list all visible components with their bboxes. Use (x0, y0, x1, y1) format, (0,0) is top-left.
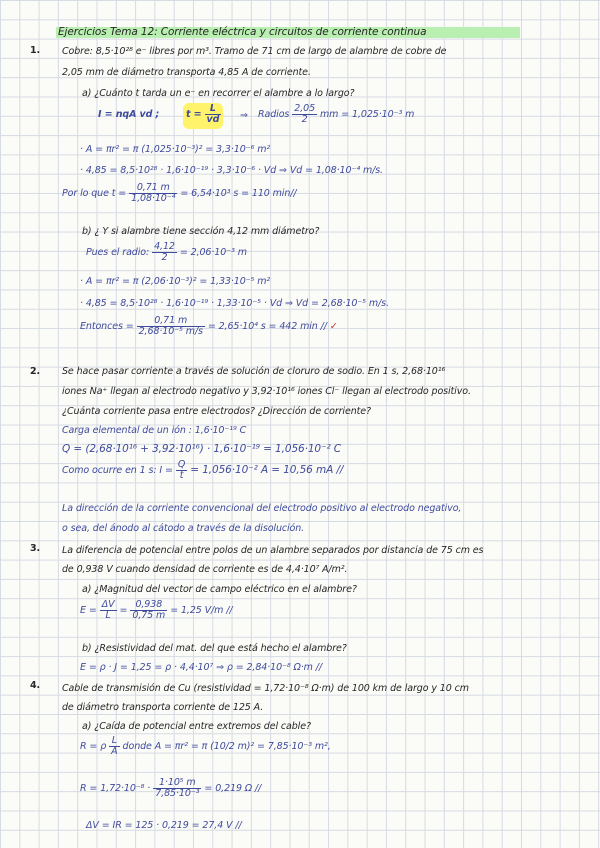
problem-3-question-a: a) ¿Magnitud del vector de campo eléctrico en el alambre? (82, 584, 357, 595)
radius-b: Pues el radio: $\frac{4,12}{2}$ = 2,06·10⁻³ m (86, 241, 247, 263)
problem-1-question-b: b) ¿ Y si alambre tiene sección 4,12 mm diámetro? (82, 226, 320, 237)
time-result: Por lo que t = $\frac{0,71 m}{\text{1,08·10⁻⁴}}$ = 6,54·10³ s = 110 min// (62, 182, 297, 204)
problem-4-statement-line-2: de diámetro transporta corriente de 125 A. (62, 702, 264, 713)
area-b-equation: · A = πr² = π (2,06·10⁻³)² = 1,33·10⁻⁵ m² (80, 276, 271, 287)
problem-2-statement-line-1: Se hace pasar corriente a través de solución de cloruro de sodio. En 1 s, 2,68·10¹⁶ (62, 366, 446, 377)
elementary-charge: Carga elemental de un ión : 1,6·10⁻¹⁹ C (62, 425, 247, 436)
drift-velocity-equation: · 4,85 = 8,5·10²⁸ · 1,6·10⁻¹⁹ · 3,3·10⁻⁶ · Vd ⇒ Vd = 1,08·10⁻⁴ m/s. (80, 165, 383, 176)
voltage-drop-result: ΔV = IR = 125 · 0,219 = 27,4 V // (86, 820, 242, 831)
formula-current: I = nqA vd ; (98, 109, 160, 120)
resistivity-result: E = ρ · J = 1,25 = ρ · 4,4·10⁷ ⇒ ρ = 2,84·10⁻⁸ Ω·m // (80, 662, 322, 673)
resistance-result: R = 1,72·10⁻⁸ · $\frac{\text{1·10⁵ m}}{\text{7,85·10⁻³}}$ = 0,219 Ω // (80, 777, 262, 799)
formula-time: t = $\frac{L}{vd}$ (186, 103, 220, 125)
arrow-icon: ⇒ (240, 110, 248, 121)
problem-2-statement-line-3: ¿Cuánta corriente pasa entre electrodos? ¿Dirección de corriente? (62, 406, 371, 417)
resistance-formula: R = ρ $\frac{L}{A}$ donde A = πr² = π (10/2 m)² = 7,85·10⁻³ m², (80, 735, 331, 757)
drift-velocity-b-equation: · 4,85 = 8,5·10²⁸ · 1,6·10⁻¹⁹ · 1,33·10⁻⁵ · Vd ⇒ Vd = 2,68·10⁻⁵ m/s. (80, 298, 389, 309)
problem-3-statement-line-1: La diferencia de potencial entre polos de un alambre separados por distancia de 75 cm es (62, 545, 484, 556)
electric-field-result: E = $\frac{\Delta V}{L}$ = $\frac{0,938}{0,75 m}$ = 1,25 V/m // (80, 599, 233, 621)
problem-3-statement-line-2: de 0,938 V cuando densidad de corriente es de 4,4·10⁷ A/m². (62, 564, 348, 575)
problem-1-question-a: a) ¿Cuánto t tarda un e⁻ en recorrer el alambre a lo largo? (82, 88, 355, 99)
problem-2-statement-line-2: iones Na⁺ llegan al electrodo negativo y 3,92·10¹⁶ iones Cl⁻ llegan al electrodo positivo. (62, 386, 471, 397)
checkmark-icon: ✓ (329, 321, 338, 332)
problem-2-number: 2. (30, 366, 41, 377)
page-title: Ejercicios Tema 12: Corriente eléctrica y circuitos de corriente continua (58, 26, 427, 38)
problem-3-number: 3. (30, 543, 41, 554)
problem-4-statement-line-1: Cable de transmisión de Cu (resistividad = 1,72·10⁻⁸ Ω·m) de 100 km de largo y 10 cm (62, 683, 469, 694)
radius-formula: Radios $\frac{2,05}{2}$ mm = 1,025·10⁻³ m (258, 103, 415, 125)
problem-1-statement-line-1: Cobre: 8,5·10²⁸ e⁻ libres por m³. Tramo de 71 cm de largo de alambre de cobre de (62, 46, 447, 57)
problem-1-number: 1. (30, 45, 41, 56)
problem-4-number: 4. (30, 680, 41, 691)
current-result: Como ocurre en 1 s: I = $\frac{Q}{t}$ = 1,056·10⁻² A = 10,56 mA // (62, 459, 344, 481)
area-equation: · A = πr² = π (1,025·10⁻³)² = 3,3·10⁻⁶ m² (80, 144, 271, 155)
problem-1-statement-line-2: 2,05 mm de diámetro transporta 4,85 A de corriente. (62, 67, 311, 78)
total-charge-equation: Q = (2,68·10¹⁶ + 3,92·10¹⁶) · 1,6·10⁻¹⁹ = 1,056·10⁻² C (62, 443, 342, 455)
problem-3-question-b: b) ¿Resistividad del mat. del que está hecho el alambre? (82, 643, 347, 654)
direction-line-2: o sea, del ánodo al cátodo a través de la disolución. (62, 523, 305, 534)
time-b-result: Entonces = $\frac{0,71 m}{\text{2,68·10⁻⁵ m/s}}$ = 2,65·10⁴ s = 442 min // ✓ (80, 315, 338, 337)
problem-4-question-a: a) ¿Caída de potencial entre extremos del cable? (82, 721, 311, 732)
direction-line-1: La dirección de la corriente convencional del electrodo positivo al electrodo negativo, (62, 503, 462, 514)
